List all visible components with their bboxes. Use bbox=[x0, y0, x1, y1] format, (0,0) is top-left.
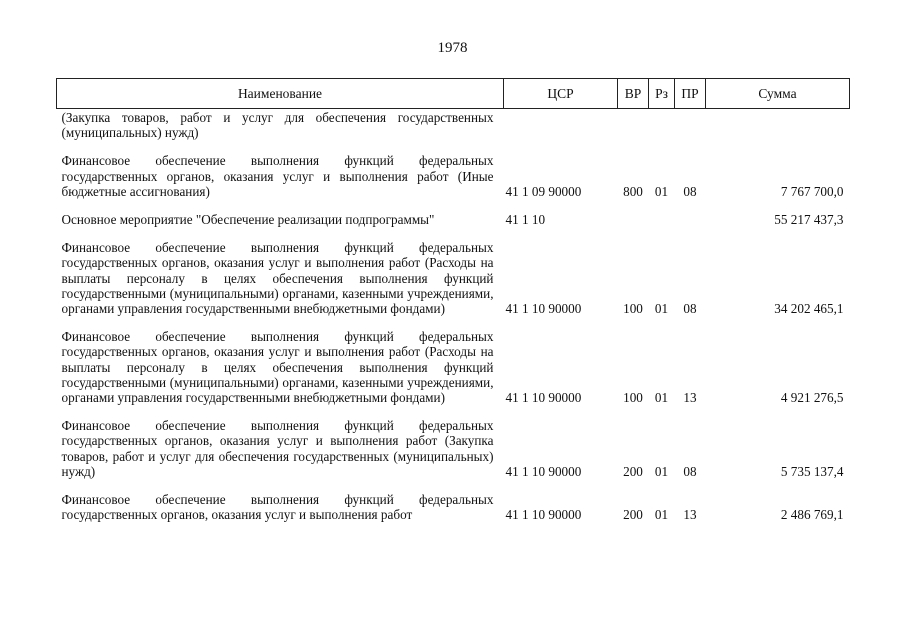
row-pr: 08 bbox=[683, 463, 697, 479]
row-sum bbox=[706, 109, 850, 145]
row-rz: 01 bbox=[654, 463, 669, 479]
row-rz: 01 bbox=[654, 183, 669, 199]
row-csr: 41 1 09 90000 bbox=[505, 183, 582, 199]
row-sum: 7 767 700,0 bbox=[780, 183, 844, 199]
row-vr bbox=[618, 212, 649, 231]
row-vr: 800 bbox=[623, 183, 643, 199]
row-name: (Закупка товаров, работ и услуг для обеспечения государственных (муниципальных) нужд) bbox=[61, 110, 494, 141]
row-pr bbox=[675, 109, 706, 145]
row-rz: 01 bbox=[654, 390, 669, 406]
row-csr: 41 1 10 90000 bbox=[505, 507, 582, 523]
row-name: Финансовое обеспечение выполнения функций федеральных государственных органов, оказания услуг и выполнения работ (Иные бюджетные ассигнования) bbox=[61, 153, 494, 199]
row-vr: 100 bbox=[623, 390, 643, 406]
row-csr: 41 1 10 90000 bbox=[505, 390, 582, 406]
header-vr: ВР bbox=[618, 79, 649, 109]
row-vr: 200 bbox=[623, 463, 643, 479]
row-name: Финансовое обеспечение выполнения функций федеральных государственных органов, оказания услуг и выполнения работ (Расходы на выплаты персоналу в целях обеспечения выполнения функций государственными (муниципальными) органами, казенными учреждениями, органами управления государственными внебюджетными фондами) bbox=[61, 329, 494, 406]
table-row bbox=[57, 153, 850, 203]
row-pr: 13 bbox=[683, 507, 697, 523]
row-name: Финансовое обеспечение выполнения функций федеральных государственных органов, оказания услуг и выполнения работ bbox=[61, 492, 494, 523]
row-name: Финансовое обеспечение выполнения функций федеральных государственных органов, оказания услуг и выполнения работ (Расходы на выплаты персоналу в целях обеспечения выполнения функций государственными (муниципальными) органами, казенными учреждениями, органами управления государственными внебюджетными фондами) bbox=[61, 240, 494, 317]
row-sum: 4 921 276,5 bbox=[780, 390, 844, 406]
header-rz: Рз bbox=[649, 79, 675, 109]
row-sum: 55 217 437,3 bbox=[774, 212, 844, 228]
row-rz bbox=[649, 109, 675, 145]
row-vr: 100 bbox=[623, 301, 643, 317]
table-row bbox=[57, 329, 850, 409]
header-csr: ЦСР bbox=[504, 79, 618, 109]
row-rz: 01 bbox=[654, 507, 669, 523]
row-csr: 41 1 10 90000 bbox=[505, 463, 582, 479]
row-sum: 5 735 137,4 bbox=[780, 463, 844, 479]
row-csr: 41 1 10 90000 bbox=[505, 301, 582, 317]
row-pr bbox=[675, 212, 706, 231]
row-pr: 08 bbox=[683, 301, 697, 317]
table-row bbox=[57, 109, 850, 145]
header-name: Наименование bbox=[57, 79, 504, 109]
table-row bbox=[57, 418, 850, 483]
header-sum: Сумма bbox=[706, 79, 850, 109]
page-number: 1978 bbox=[437, 40, 468, 56]
row-pr: 08 bbox=[683, 183, 697, 199]
row-csr: 41 1 10 bbox=[505, 212, 546, 228]
table-row bbox=[57, 492, 850, 526]
row-csr bbox=[504, 109, 618, 145]
row-sum: 34 202 465,1 bbox=[774, 301, 844, 317]
row-sum: 2 486 769,1 bbox=[780, 507, 844, 523]
row-vr: 200 bbox=[623, 507, 643, 523]
row-rz bbox=[649, 212, 675, 231]
row-rz: 01 bbox=[654, 301, 669, 317]
table-row bbox=[57, 212, 850, 231]
header-pr: ПР bbox=[675, 79, 706, 109]
table-row bbox=[57, 240, 850, 320]
row-vr bbox=[618, 109, 649, 145]
budget-table bbox=[56, 78, 850, 526]
row-name: Основное мероприятие "Обеспечение реализации подпрограммы" bbox=[61, 212, 435, 228]
table-header-row bbox=[57, 79, 850, 109]
row-pr: 13 bbox=[683, 390, 697, 406]
row-name: Финансовое обеспечение выполнения функций федеральных государственных органов, оказания услуг и выполнения работ (Закупка товаров, работ и услуг для обеспечения государственных (муниципальных) нужд) bbox=[61, 418, 494, 479]
